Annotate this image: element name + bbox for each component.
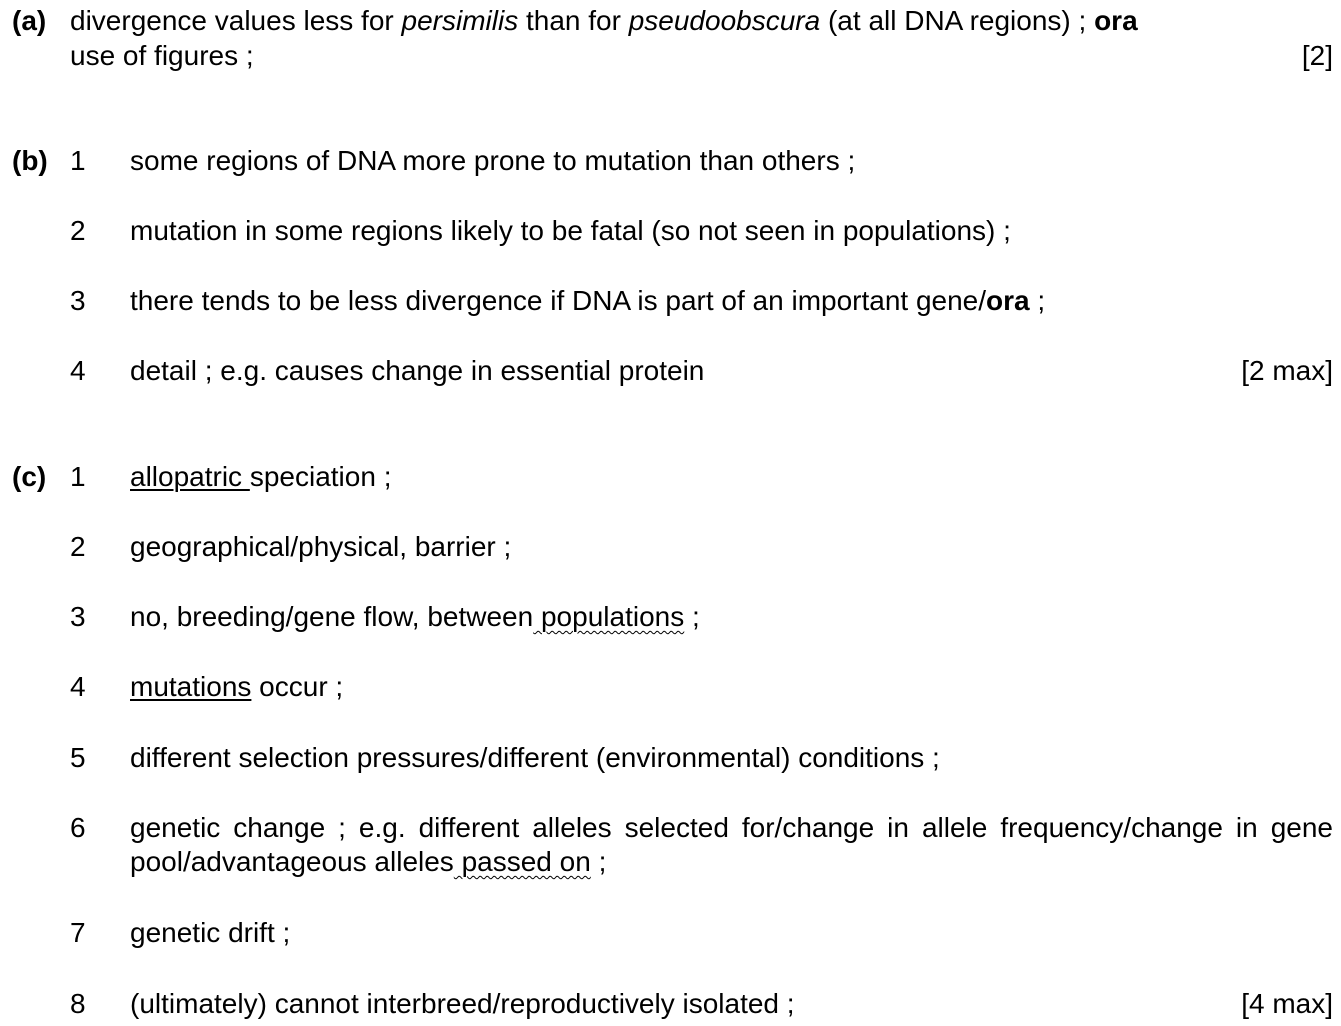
text-segment: occur ; [251,671,344,702]
text-segment: ; [684,601,700,632]
part-b-point-1-text: some regions of DNA more prone to mutation than others ; [130,145,856,176]
part-b-point-3-number: 3 [70,285,86,316]
text-segment: than for [518,5,629,36]
text-segment: genetic change ; e.g. different alleles selected for/change in allele frequency/change in gene pool/advantageous alleles [130,812,1333,877]
part-b-point-1-number: 1 [70,145,86,176]
text-segment: speciation ; [249,461,392,492]
part-c-point-6-text [130,811,1333,879]
part-c-point-5-text: different selection pressures/different (environmental) conditions ; [130,742,940,773]
ora-keyword: ora [1094,5,1138,36]
part-b-point-2-text: mutation in some regions likely to be fatal (so not seen in populations) ; [130,215,1011,246]
ora-keyword: ora [986,285,1030,316]
part-a-marks: [2] [1301,40,1333,71]
part-b-point-4-number: 4 [70,355,86,386]
species-name-pseudoobscura: pseudoobscura [628,5,821,36]
part-c-point-1-text [130,460,391,494]
part-c-point-4-text [130,670,343,704]
part-c-point-3-number: 3 [70,601,86,632]
text-segment: divergence values less for [70,5,402,36]
wavy-underlined-populations: populations [533,601,685,632]
part-c-point-4-number: 4 [70,671,86,702]
part-c-point-3-text [130,600,700,634]
part-c-label: (c) [12,461,47,492]
text-segment: no, breeding/gene flow, between [130,601,534,632]
part-c-point-2-text: geographical/physical, barrier ; [130,531,512,562]
part-c-marks: [4 max] [1241,988,1333,1019]
text-segment: ; [590,846,607,877]
underlined-keyword-mutations: mutations [130,671,252,702]
part-c-point-5-number: 5 [70,742,86,773]
underlined-keyword-allopatric: allopatric [130,461,250,492]
part-a-answer-line-2: use of figures ; [70,40,254,71]
part-c-point-7-number: 7 [70,917,86,948]
part-b-point-4-text: detail ; e.g. causes change in essential protein [130,355,705,386]
text-segment: there tends to be less divergence if DNA is part of an important gene/ [130,285,987,316]
text-segment: ; [1029,285,1046,316]
part-b-point-3-text [130,284,1045,318]
part-b-label: (b) [12,145,48,176]
part-b-marks: [2 max] [1241,355,1333,386]
part-c-point-1-number: 1 [70,461,86,492]
part-b-point-2-number: 2 [70,215,86,246]
part-c-point-6-number: 6 [70,812,86,843]
part-a-answer-line-1 [70,4,1138,38]
part-a-label: (a) [12,5,47,36]
part-c-point-7-text: genetic drift ; [130,917,291,948]
part-c-point-8-number: 8 [70,988,86,1019]
part-c-point-2-number: 2 [70,531,86,562]
text-segment: (at all DNA regions) ; [820,5,1095,36]
part-c-point-8-text: (ultimately) cannot interbreed/reproductively isolated ; [130,988,795,1019]
wavy-underlined-passed-on: passed on [453,846,591,877]
species-name-persimilis: persimilis [401,5,519,36]
